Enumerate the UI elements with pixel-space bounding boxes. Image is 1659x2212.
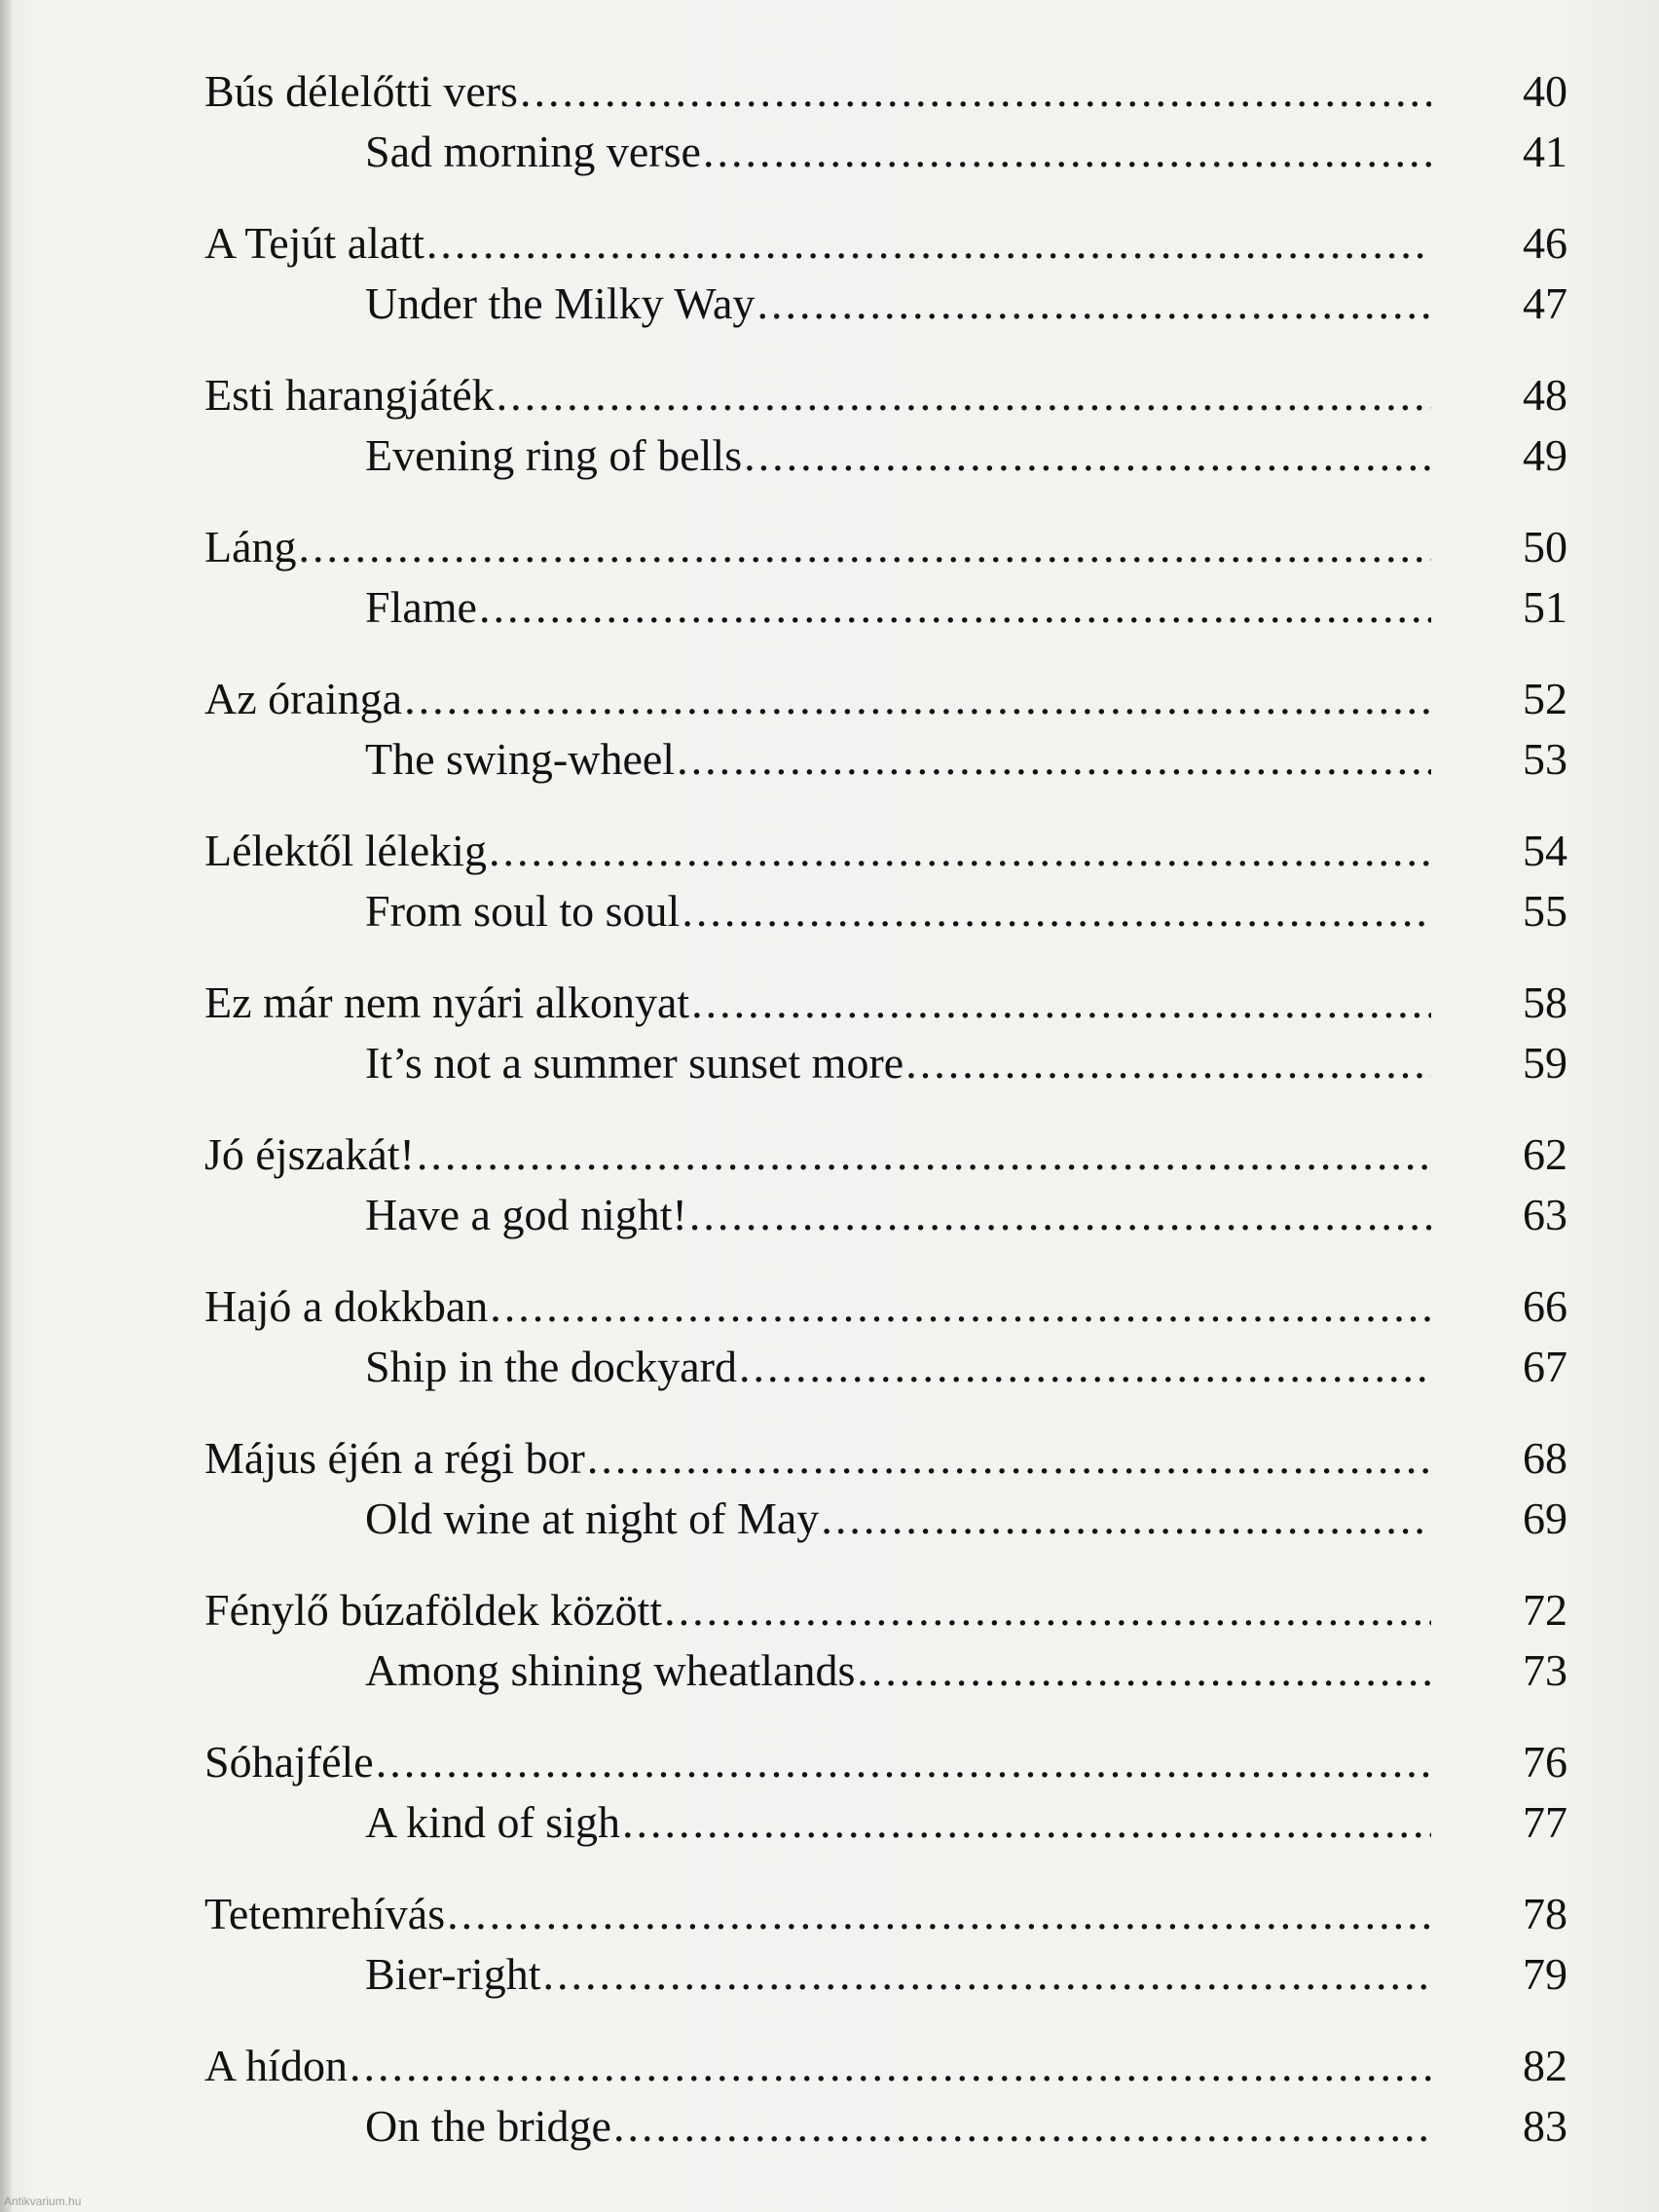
- hungarian-title-line: [204, 1731, 1431, 1793]
- english-title-line: [365, 1640, 1431, 1702]
- english-title: The swing-wheel: [365, 734, 676, 784]
- english-title-line: [365, 2095, 1431, 2157]
- english-title: Evening ring of bells: [365, 430, 743, 480]
- dot-leader: [756, 273, 1431, 335]
- hungarian-title-line: [204, 516, 1431, 578]
- dot-leader: [404, 668, 1431, 730]
- page-number: 83: [1523, 2101, 1567, 2151]
- page-number: 41: [1523, 127, 1567, 176]
- dot-leader: [677, 728, 1431, 791]
- dot-leader: [479, 576, 1431, 639]
- english-title-line: [365, 1184, 1431, 1246]
- english-title: On the bridge: [365, 2101, 611, 2151]
- english-title-line: [365, 273, 1431, 335]
- hungarian-title: Bús délelőtti vers: [204, 66, 518, 116]
- dot-leader: [376, 1731, 1431, 1793]
- toc-entry: [204, 1883, 1567, 2035]
- dot-leader: [520, 60, 1431, 123]
- toc-entry: [204, 972, 1567, 1124]
- english-title-line: [365, 1943, 1431, 2006]
- hungarian-title: Az órainga: [204, 674, 403, 723]
- toc-entry: [204, 820, 1567, 972]
- dot-leader: [664, 1579, 1431, 1641]
- hungarian-title: Jó éjszakát!: [204, 1129, 415, 1179]
- hungarian-title-line: [204, 2035, 1431, 2097]
- toc-entry: [204, 212, 1567, 364]
- page-number: 55: [1523, 886, 1567, 936]
- dot-leader: [622, 1791, 1431, 1854]
- dot-leader: [744, 424, 1431, 487]
- hungarian-title: Május éjén a régi bor: [204, 1433, 585, 1483]
- dot-leader: [489, 820, 1431, 882]
- english-title: A kind of sigh: [365, 1797, 620, 1847]
- page-number: 52: [1523, 674, 1567, 723]
- page-number: 40: [1523, 66, 1567, 116]
- english-title: Flame: [365, 582, 477, 632]
- page-number: 46: [1523, 218, 1567, 268]
- toc-entry: [204, 2035, 1567, 2187]
- dot-leader: [905, 1032, 1431, 1094]
- toc-entry: [204, 1275, 1567, 1427]
- page-number: 50: [1523, 522, 1567, 571]
- english-title-line: [365, 1488, 1431, 1550]
- page-number: 67: [1523, 1342, 1567, 1391]
- page-number: 47: [1523, 278, 1567, 328]
- page-edge: [0, 0, 12, 2212]
- toc-entry: [204, 1427, 1567, 1579]
- hungarian-title-line: [204, 820, 1431, 882]
- dot-leader: [587, 1427, 1431, 1490]
- page-number: 54: [1523, 826, 1567, 875]
- english-title-line: [365, 880, 1431, 942]
- page-number: 79: [1523, 1949, 1567, 1999]
- dot-leader: [426, 212, 1431, 275]
- toc-entry: [204, 1731, 1567, 1883]
- toc-entry: [204, 1124, 1567, 1275]
- hungarian-title: Hajó a dokkban: [204, 1281, 489, 1331]
- toc-entry: [204, 668, 1567, 820]
- hungarian-title: Fénylő búzaföldek között: [204, 1585, 663, 1635]
- hungarian-title-line: [204, 1124, 1431, 1186]
- hungarian-title: A Tejút alatt: [204, 218, 424, 268]
- toc-entry: [204, 1579, 1567, 1731]
- english-title-line: [365, 424, 1431, 487]
- dot-leader: [691, 972, 1431, 1034]
- page-number: 68: [1523, 1433, 1567, 1483]
- english-title: Ship in the dockyard: [365, 1342, 737, 1391]
- table-of-contents: [204, 60, 1567, 2187]
- english-title: Old wine at night of May: [365, 1493, 820, 1543]
- hungarian-title: Tetemrehívás: [204, 1889, 446, 1938]
- dot-leader: [689, 1184, 1431, 1246]
- hungarian-title-line: [204, 212, 1431, 275]
- dot-leader: [417, 1124, 1431, 1186]
- hungarian-title: A hídon: [204, 2041, 348, 2090]
- english-title-line: [365, 121, 1431, 183]
- dot-leader: [542, 1943, 1431, 2006]
- english-title: Among shining wheatlands: [365, 1645, 856, 1695]
- page-number: 62: [1523, 1129, 1567, 1179]
- toc-entry: [204, 364, 1567, 516]
- page-number: 49: [1523, 430, 1567, 480]
- hungarian-title: Esti harangjáték: [204, 370, 495, 420]
- page-number: 51: [1523, 582, 1567, 632]
- page-number: 53: [1523, 734, 1567, 784]
- english-title: From soul to soul: [365, 886, 681, 936]
- page-number: 63: [1523, 1190, 1567, 1239]
- english-title-line: [365, 1791, 1431, 1854]
- english-title: Bier-right: [365, 1949, 541, 1999]
- english-title: It’s not a summer sunset more: [365, 1038, 904, 1088]
- page-number: 66: [1523, 1281, 1567, 1331]
- english-title: Have a god night!: [365, 1190, 687, 1239]
- page-number: 72: [1523, 1585, 1567, 1635]
- page-number: 73: [1523, 1645, 1567, 1695]
- dot-leader: [857, 1640, 1431, 1702]
- hungarian-title-line: [204, 364, 1431, 426]
- hungarian-title-line: [204, 60, 1431, 123]
- english-title: Under the Milky Way: [365, 278, 756, 328]
- hungarian-title: Sóhajféle: [204, 1737, 374, 1787]
- page-number: 58: [1523, 977, 1567, 1027]
- dot-leader: [350, 2035, 1431, 2097]
- english-title-line: [365, 1032, 1431, 1094]
- watermark: Antikvarium.hu: [4, 2194, 82, 2208]
- english-title: Sad morning verse: [365, 127, 701, 176]
- english-title-line: [365, 576, 1431, 639]
- toc-entry: [204, 516, 1567, 668]
- hungarian-title-line: [204, 1275, 1431, 1338]
- dot-leader: [682, 880, 1431, 942]
- dot-leader: [490, 1275, 1431, 1338]
- english-title-line: [365, 728, 1431, 791]
- dot-leader: [299, 516, 1431, 578]
- page-number: 82: [1523, 2041, 1567, 2090]
- page-number: 76: [1523, 1737, 1567, 1787]
- dot-leader: [447, 1883, 1431, 1945]
- hungarian-title-line: [204, 668, 1431, 730]
- english-title-line: [365, 1336, 1431, 1398]
- hungarian-title: Ez már nem nyári alkonyat: [204, 977, 690, 1027]
- page-number: 77: [1523, 1797, 1567, 1847]
- dot-leader: [739, 1336, 1431, 1398]
- hungarian-title-line: [204, 972, 1431, 1034]
- hungarian-title-line: [204, 1427, 1431, 1490]
- page-number: 69: [1523, 1493, 1567, 1543]
- hungarian-title-line: [204, 1883, 1431, 1945]
- dot-leader: [703, 121, 1431, 183]
- dot-leader: [821, 1488, 1431, 1550]
- dot-leader: [497, 364, 1431, 426]
- dot-leader: [613, 2095, 1431, 2157]
- hungarian-title: Láng: [204, 522, 297, 571]
- page-number: 48: [1523, 370, 1567, 420]
- toc-entry: [204, 60, 1567, 212]
- hungarian-title: Lélektől lélekig: [204, 826, 487, 875]
- hungarian-title-line: [204, 1579, 1431, 1641]
- page-number: 59: [1523, 1038, 1567, 1088]
- page-number: 78: [1523, 1889, 1567, 1938]
